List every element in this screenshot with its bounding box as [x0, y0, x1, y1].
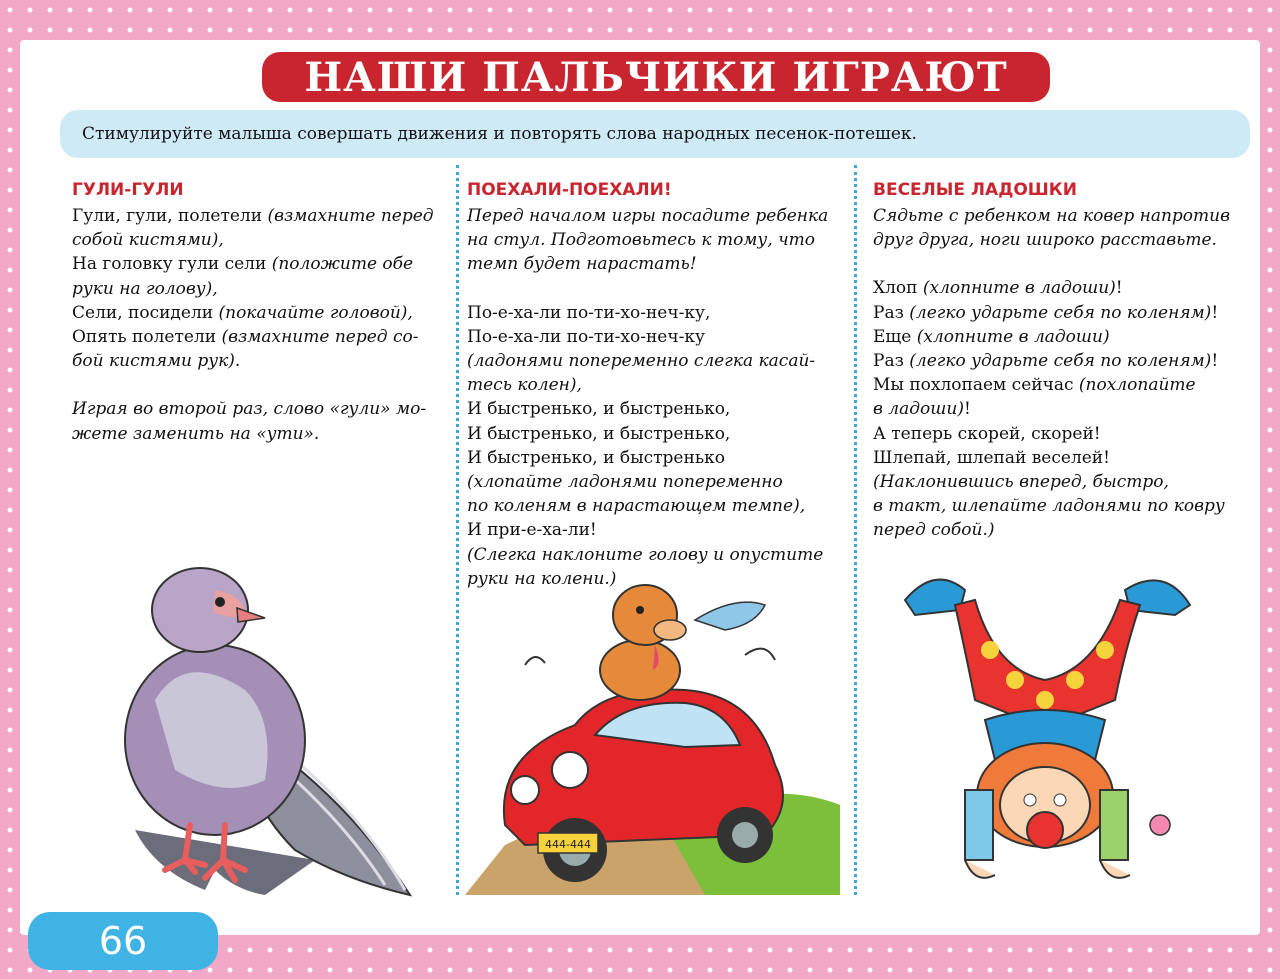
text-line	[873, 422, 1253, 446]
rhyme-text: По-е-ха-ли по-ти-хо-неч-ку,	[467, 302, 711, 323]
text-line	[467, 228, 845, 252]
instruction-text: в такт, шлепайте ладонями по ковру	[873, 496, 1225, 517]
text-line	[467, 422, 845, 446]
text-line	[873, 301, 1253, 325]
instruction-text: друг друга, ноги широко расставьте.	[873, 230, 1217, 251]
text-line	[467, 446, 845, 470]
text-line	[72, 301, 432, 325]
column-body	[72, 204, 432, 446]
clown-handstand-illustration	[895, 560, 1195, 900]
column-body	[467, 204, 845, 591]
rhyme-text: Сели, посидели	[72, 302, 219, 323]
text-line	[467, 470, 845, 494]
instruction-text: тесь колен),	[467, 375, 582, 396]
text-line	[873, 325, 1253, 349]
text-line	[72, 252, 432, 276]
column-veselye-ladoshki	[873, 178, 1253, 543]
text-line	[873, 276, 1253, 300]
rhyme-text: Еще	[873, 326, 917, 347]
text-line	[72, 422, 432, 446]
instruction-text: Перед началом игры посадите ребенка	[467, 206, 829, 226]
column-body	[873, 204, 1253, 543]
instruction-text: (ладонями попеременно слегка касай-	[467, 351, 816, 372]
text-line	[467, 204, 845, 228]
page-title: НАШИ ПАЛЬЧИКИ ИГРАЮТ	[262, 52, 1050, 102]
text-line	[72, 228, 432, 252]
rhyme-text: И быстренько, и быстренько,	[467, 423, 731, 444]
text-line	[873, 518, 1253, 542]
instruction-text: темп будет нарастать!	[467, 254, 697, 275]
rhyme-text: По-е-ха-ли по-ти-хо-неч-ку	[467, 326, 705, 347]
text-line	[72, 349, 432, 373]
instruction-text: (похлопайте	[1078, 375, 1196, 396]
instruction-text: (Наклонившись вперед, быстро,	[873, 472, 1169, 493]
rhyme-text: Мы похлопаем сейчас	[873, 375, 1079, 396]
car-plate: 444-444	[545, 838, 591, 851]
text-line	[467, 277, 845, 301]
instruction-text: руки на колени.)	[467, 568, 617, 589]
instruction-text: Играя во второй раз, слово «гули» мо-	[72, 399, 427, 420]
text-line	[467, 325, 845, 349]
instruction-text: (положите обе	[271, 254, 414, 275]
dog-on-car-illustration	[465, 575, 840, 895]
text-line	[72, 373, 432, 397]
text-line	[467, 494, 845, 518]
rhyme-text: И при-е-ха-ли!	[467, 520, 597, 541]
instruction-text: по коленям в нарастающем темпе),	[467, 496, 806, 517]
instruction-text: (хлопните в ладоши)	[916, 326, 1110, 347]
rhyme-text: !	[963, 399, 971, 420]
text-line	[467, 543, 845, 567]
rhyme-text: А теперь скорей, скорей!	[873, 423, 1101, 444]
text-line	[72, 277, 432, 301]
instruction-text: бой кистями рук).	[72, 351, 241, 372]
text-line	[72, 325, 432, 349]
instruction-text: (хлопайте ладонями попеременно	[467, 472, 783, 493]
rhyme-text: Раз	[873, 302, 910, 323]
rhyme-text: Хлоп	[873, 278, 923, 299]
text-line	[467, 349, 845, 373]
instruction-text: Сядьте с ребенком на ковер напротив	[873, 206, 1230, 226]
pigeon-illustration	[95, 560, 425, 905]
text-line	[467, 397, 845, 421]
text-line	[873, 494, 1253, 518]
instruction-text: (хлопните в ладоши)	[922, 278, 1116, 299]
instruction-text: (взмахните перед	[267, 206, 434, 226]
column-poekhali	[467, 178, 845, 591]
text-line	[72, 204, 432, 228]
text-line	[467, 373, 845, 397]
rhyme-text: И быстренько, и быстренько	[467, 447, 725, 468]
intro-text: Стимулируйте малыша совершать движения и повторять слова народных песенок-потешек.	[60, 110, 1250, 158]
instruction-text: на стул. Подготовьтесь к тому, что	[467, 230, 816, 251]
text-line	[873, 204, 1253, 228]
column-divider-1	[456, 165, 459, 895]
instruction-text: перед собой.)	[873, 520, 995, 541]
instruction-text: (Слегка наклоните голову и опустите	[467, 544, 824, 565]
instruction-text: руки на голову),	[72, 278, 218, 299]
column-title: ПОЕХАЛИ-ПОЕХАЛИ!	[467, 180, 672, 200]
column-title: ВЕСЕЛЫЕ ЛАДОШКИ	[873, 180, 1077, 200]
text-line	[873, 397, 1253, 421]
rhyme-text: !	[1211, 351, 1219, 372]
text-line	[873, 349, 1253, 373]
rhyme-text: На головку гули сели	[72, 254, 272, 275]
column-title: ГУЛИ-ГУЛИ	[72, 180, 184, 200]
column-divider-2	[854, 165, 857, 895]
rhyme-text: И быстренько, и быстренько,	[467, 399, 731, 420]
text-line	[873, 228, 1253, 252]
text-line	[467, 518, 845, 542]
instruction-text: (легко ударьте себя по коленям)	[909, 351, 1212, 372]
text-line	[873, 252, 1253, 276]
instruction-text: в ладоши)	[873, 399, 964, 420]
rhyme-text: Гули, гули, полетели	[72, 206, 268, 226]
text-line	[72, 397, 432, 421]
instruction-text: (взмахните перед со-	[221, 327, 419, 348]
instruction-text: собой кистями),	[72, 230, 224, 251]
column-guli-guli	[72, 178, 432, 446]
text-line	[467, 301, 845, 325]
rhyme-text: Раз	[873, 351, 910, 372]
instruction-text: жете заменить на «ути».	[72, 423, 320, 444]
text-line	[873, 446, 1253, 470]
page-number: 66	[28, 912, 218, 970]
instruction-text: (легко ударьте себя по коленям)	[909, 302, 1212, 323]
text-line	[873, 470, 1253, 494]
rhyme-text: !	[1115, 278, 1123, 299]
rhyme-text: Опять полетели	[72, 327, 222, 348]
rhyme-text: !	[1211, 302, 1219, 323]
rhyme-text: Шлепай, шлепай веселей!	[873, 447, 1110, 468]
instruction-text: (покачайте головой),	[218, 302, 413, 323]
text-line	[873, 373, 1253, 397]
text-line	[467, 252, 845, 276]
